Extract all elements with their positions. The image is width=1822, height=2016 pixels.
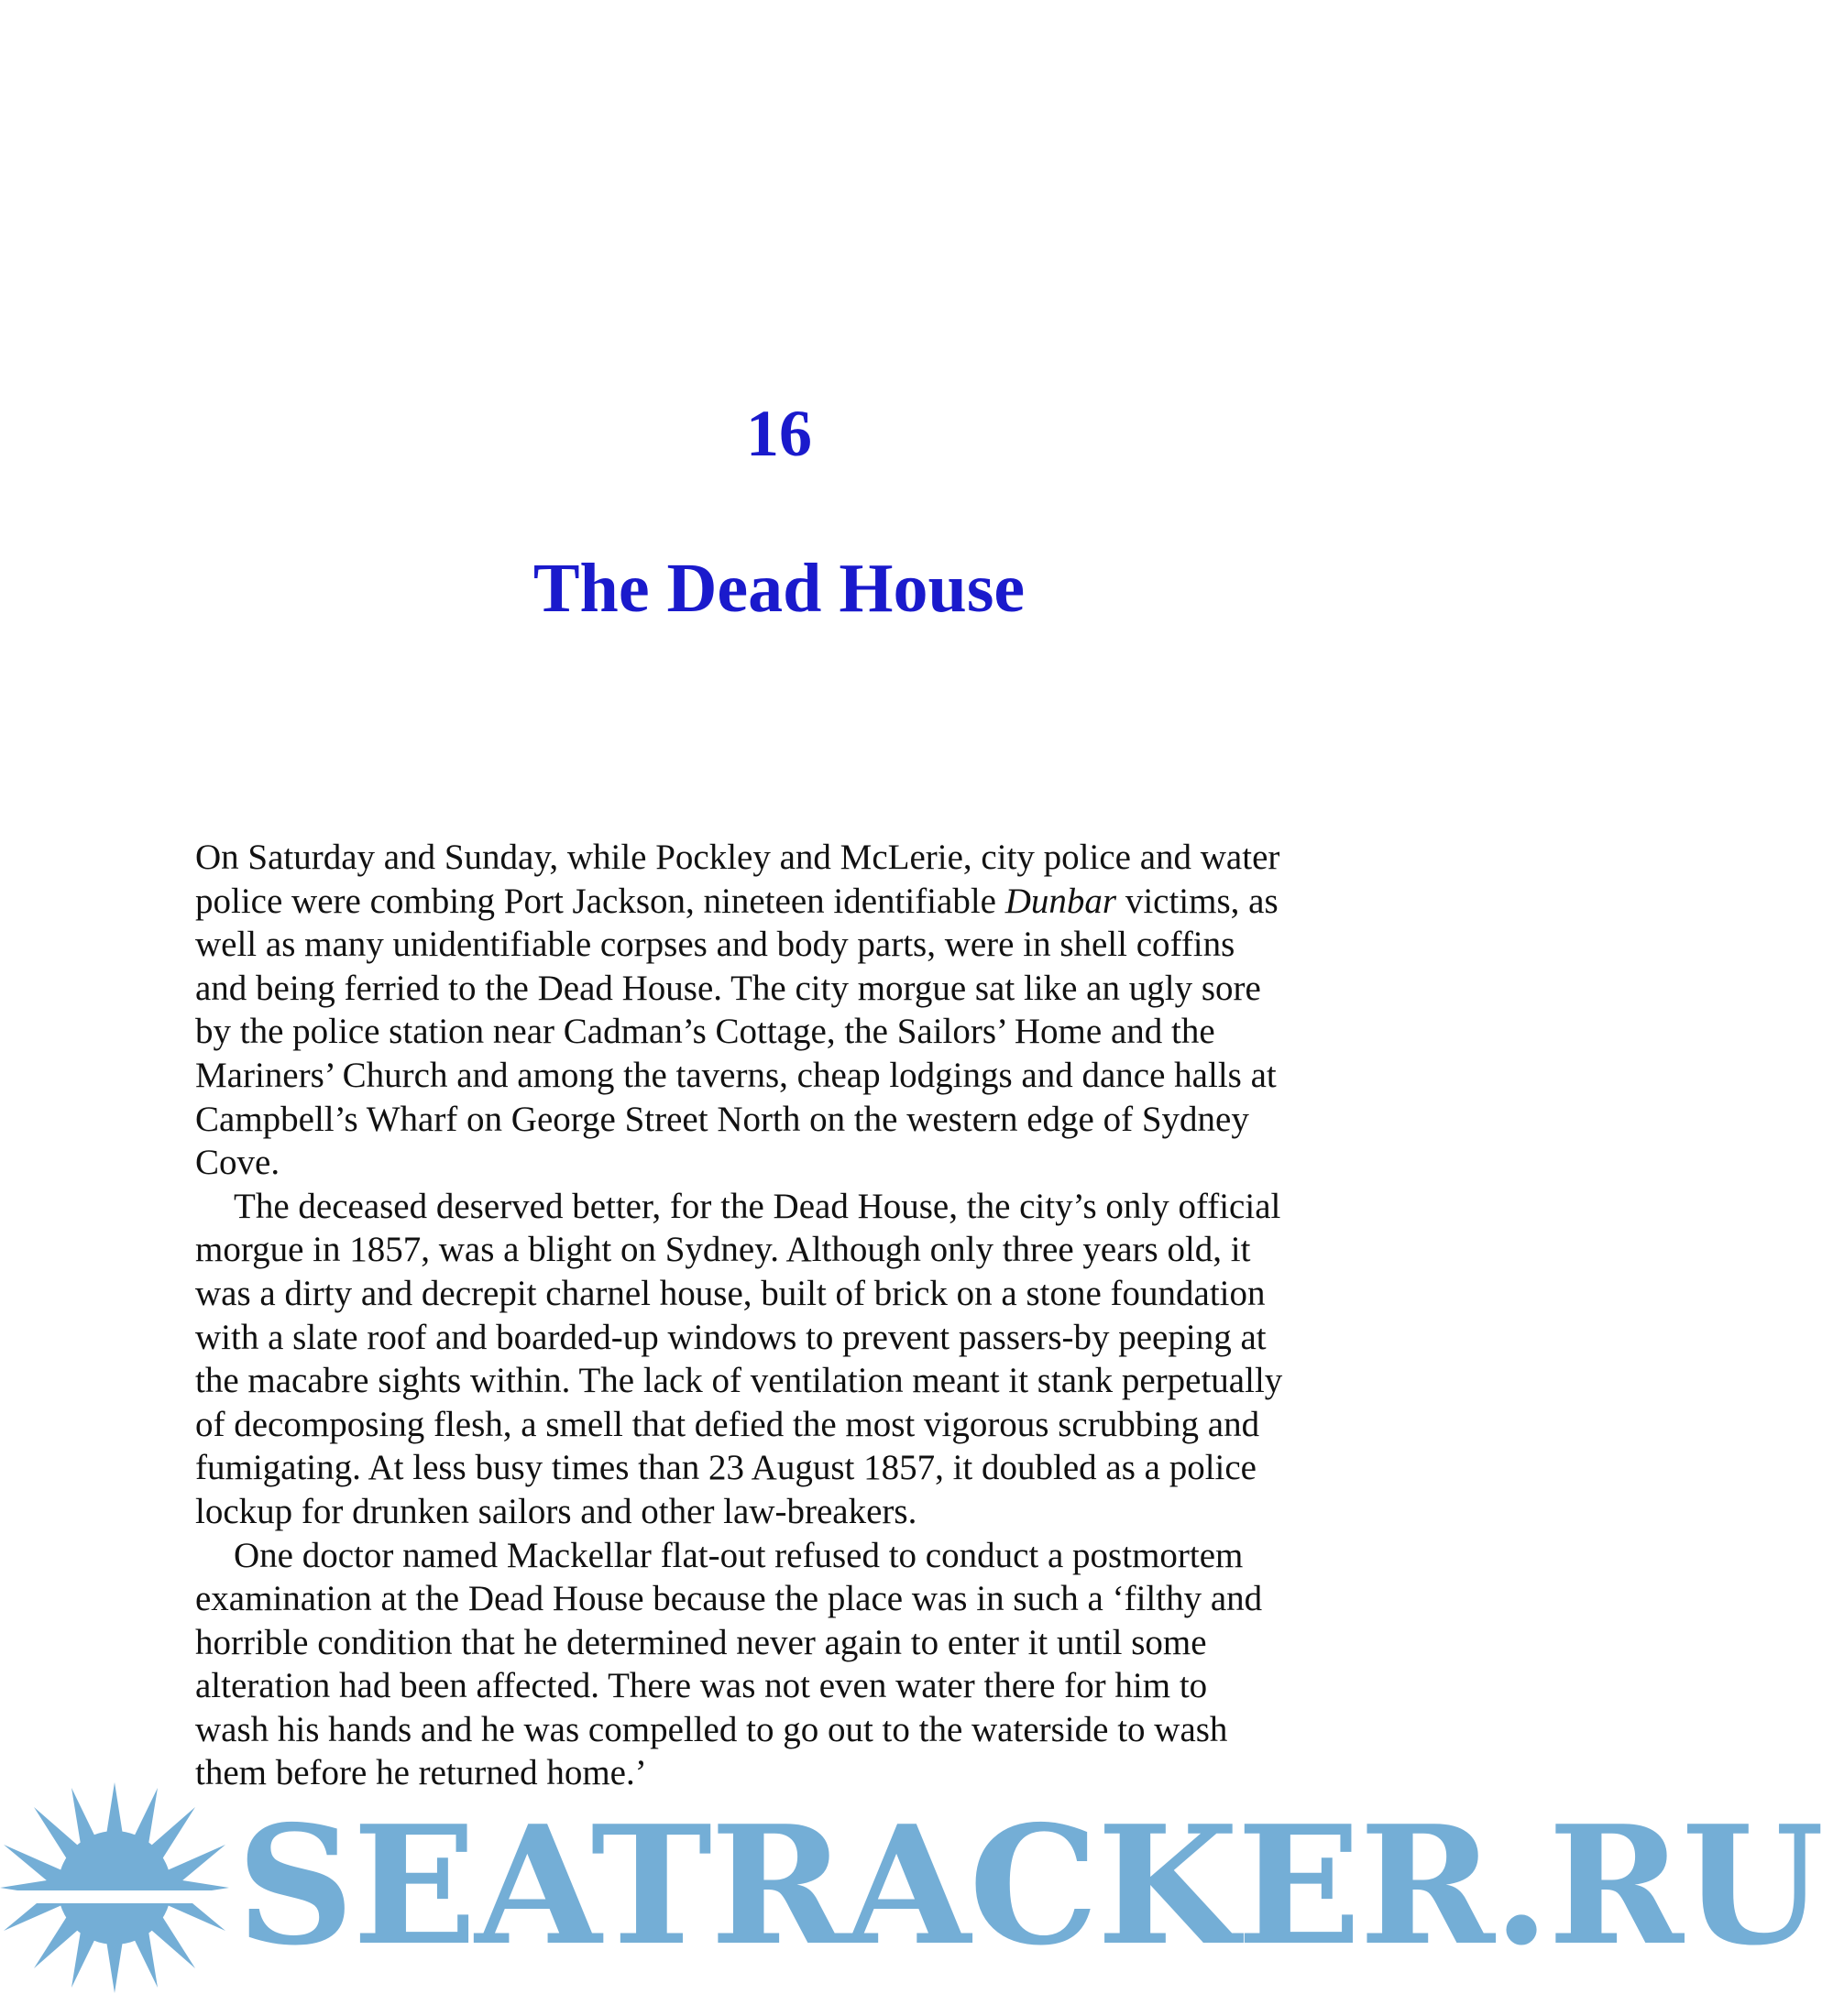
text-line: Campbell’s Wharf on George Street North on the western edge of Sydney: [195, 1099, 1249, 1139]
text-line: fumigating. At less busy times than 23 August 1857, it doubled as a police: [195, 1448, 1257, 1488]
text-line: horrible condition that he determined never again to enter it until some: [195, 1622, 1207, 1662]
text-line: Cove.: [195, 1143, 280, 1183]
watermark-text: SEATRACKER.RU: [236, 1790, 1822, 1981]
text-line: by the police station near Cadman’s Cottage, the Sailors’ Home and the: [195, 1012, 1215, 1052]
text-line: well as many unidentifiable corpses and body parts, were in shell coffins: [195, 925, 1235, 965]
paragraph-2: [195, 1185, 1387, 1534]
paragraph-3: [195, 1534, 1387, 1796]
text-line: was a dirty and decrepit charnel house, built of brick on a stone foundation: [195, 1273, 1266, 1313]
text-line: them before he returned home.’: [195, 1753, 647, 1793]
ship-name-italic: Dunbar: [1004, 881, 1117, 921]
text-line: lockup for drunken sailors and other law-breakers.: [195, 1491, 917, 1531]
text-line: wash his hands and he was compelled to go out to the waterside to wash: [195, 1709, 1228, 1749]
text-line: Mariners’ Church and among the taverns, cheap lodgings and dance halls at: [195, 1055, 1277, 1095]
text-line: [195, 880, 1387, 924]
text-line: and being ferried to the Dead House. The city morgue sat like an ugly sore: [195, 968, 1261, 1008]
text-line: the macabre sights within. The lack of ventilation meant it stank perpetually: [195, 1361, 1283, 1401]
text-segment: victims, as: [1116, 881, 1279, 921]
text-line: On Saturday and Sunday, while Pockley and McLerie, city police and water: [195, 838, 1280, 877]
chapter-number: 16: [746, 397, 812, 470]
text-line: morgue in 1857, was a blight on Sydney. Although only three years old, it: [195, 1230, 1251, 1270]
chapter-body: [195, 836, 1387, 1795]
watermark: [0, 1782, 1822, 1993]
text-line: alteration had been affected. There was not even water there for him to: [195, 1666, 1208, 1706]
text-line: of decomposing flesh, a smell that defied the most vigorous scrubbing and: [195, 1404, 1260, 1444]
paragraph-1: [195, 836, 1387, 1185]
text-line: examination at the Dead House because the place was in such a ‘filthy and: [195, 1579, 1263, 1619]
sun-icon: [0, 1782, 229, 1993]
text-segment: police were combing Port Jackson, nineteen identifiable: [195, 881, 1005, 921]
text-line: with a slate roof and boarded-up windows to prevent passers-by peeping at: [195, 1317, 1267, 1357]
text-line: One doctor named Mackellar flat-out refused to conduct a postmortem: [234, 1535, 1244, 1575]
text-line: The deceased deserved better, for the Dead House, the city’s only official: [234, 1186, 1281, 1226]
chapter-title: The Dead House: [532, 550, 1026, 627]
